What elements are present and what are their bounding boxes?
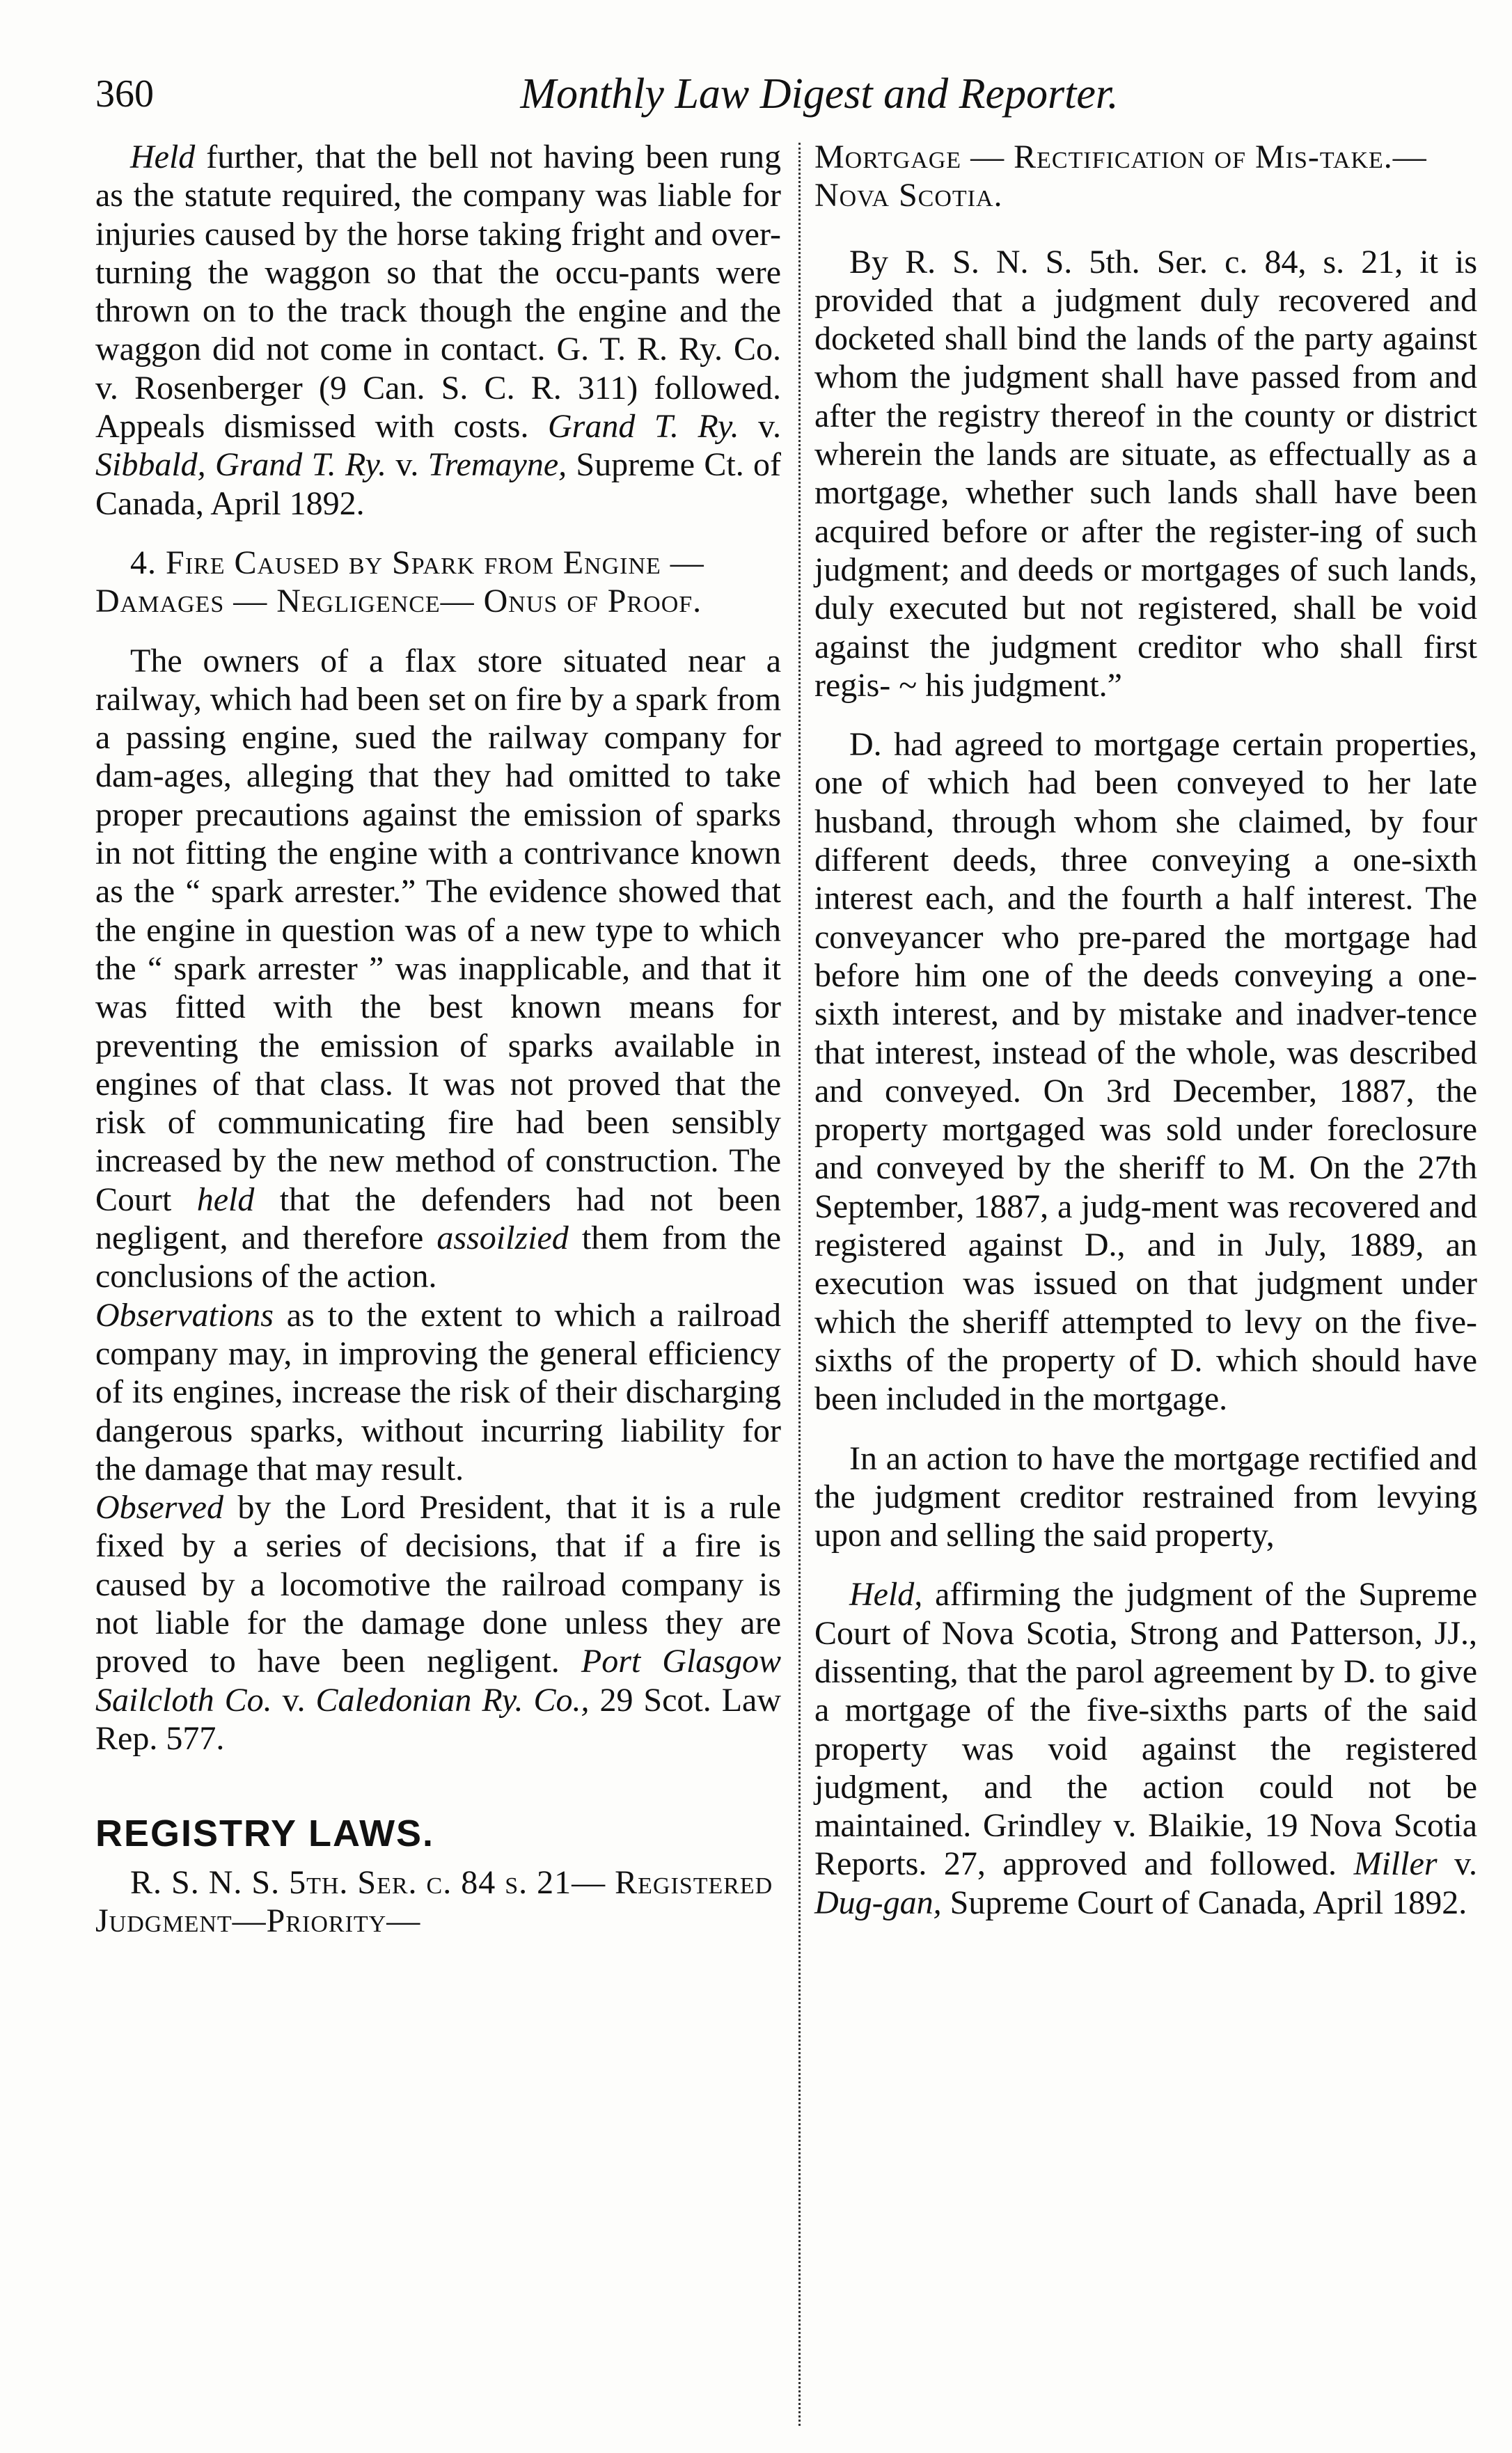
- paragraph-held-further: [95, 138, 781, 523]
- paragraph-action: In an action to have the mortgage rectified and the judgment creditor restrained from levying upon and selling the said property,: [814, 1440, 1477, 1554]
- section-heading-registry-laws: REGISTRY LAWS.: [95, 1813, 435, 1855]
- paragraph-facts: D. had agreed to mortgage certain properties, one of which had been conveyed to her late husband, through whom she claimed, by four different deeds, three conveying a one-sixth interest each, and the fourth a half interest. The conveyancer who pre-pared the mortgage had before him one of the deeds conveying a one-sixth interest, and by mistake and inadver-tence that interest, instead of the whole, was described and conveyed. On 3rd December, 1887, the property mortgaged was sold under foreclosure and conveyed by the sheriff to M. On the 27th September, 1887, a judg-ment was recovered and registered against D., and in July, 1889, an execution was issued on that judgment under which the sheriff attempted to levy on the five-sixths of the property of D. which should have been included in the mortgage.: [814, 726, 1477, 1418]
- paragraph-held: [814, 1575, 1477, 1922]
- page-number: 360: [95, 72, 154, 116]
- case-name: Caledonian Ry. Co.,: [315, 1681, 590, 1719]
- case-name: Port Glasgow Sailcloth Co.: [95, 1643, 782, 1719]
- column-divider: [798, 143, 801, 2426]
- italic-lead: Held,: [849, 1576, 923, 1614]
- heading-fire-caused-by-spark: 4. Fire Caused by Spark from Engine — Damages — Negligence— Onus of Proof.: [95, 544, 704, 620]
- text: Supreme Ct. of Canada, April 1892.: [95, 446, 781, 522]
- running-title: Monthly Law Digest and Reporter.: [520, 70, 1119, 118]
- paragraph-statute: By R. S. N. S. 5th. Ser. c. 84, s. 21, it is provided that a judgment duly recovered and docketed shall bind the lands of the party against whom the judgment shall have passed from and after the registry thereof in the county or district wherein the lands are situate, as effectually as a mortgage, whether such lands shall have been acquired before or after the register-ing of such judgment; and deeds or mortgages of such lands, duly executed but not registered, shall be void against the judgment creditor who shall first regis- ~ his judgment.”: [814, 243, 1477, 704]
- case-name: Dug-gan,: [814, 1884, 942, 1921]
- text: that the defenders had not been negligent, and therefore: [95, 1181, 781, 1257]
- right-column: [814, 138, 1477, 1922]
- text: v.: [739, 408, 781, 445]
- text: v.: [1437, 1845, 1477, 1883]
- text: v.: [386, 446, 428, 484]
- text: by the Lord President, that it is a rule fixed by a series of decisions, that if a fire is caused by a locomotive the railroad company is not liable for the damage done unless they are proved to have been negligent.: [95, 1489, 781, 1680]
- case-name: Miller: [1353, 1845, 1438, 1883]
- text: them from the conclusions of the action.: [95, 1220, 781, 1295]
- heading-registered-judgment: R. S. N. S. 5th. Ser. c. 84 s. 21— Registered Judgment—Priority—: [95, 1864, 773, 1940]
- italic-lead: Observations: [95, 1296, 274, 1334]
- paragraph-observed: [95, 1488, 781, 1758]
- paragraph-flax-store: [95, 642, 781, 1296]
- page-header: [95, 63, 1460, 125]
- text: 29 Scot. Law Rep. 577.: [95, 1681, 781, 1757]
- left-column: [95, 138, 781, 1941]
- text: further, that the bell not having been rung as the statute required, the company was liable for injuries caused by the horse taking fright and over-turning the waggon so that the occu-pants were thrown on to the track though the engine and the waggon did not come in contact. G. T. R. Ry. Co. v. Rosenberger (9 Can. S. C. R. 311) followed. Appeals dismissed with costs.: [95, 139, 781, 445]
- case-name: Grand T. Ry.: [548, 408, 739, 445]
- text: as to the extent to which a railroad company may, in improving the general efficiency of its engines, increase the risk of their discharging dangerous sparks, without incurring liability for the damage that may result.: [95, 1296, 781, 1488]
- italic-word: held: [196, 1181, 255, 1218]
- paragraph-observations: [95, 1296, 781, 1488]
- text: v.: [271, 1681, 316, 1719]
- italic-lead: Held: [130, 139, 196, 175]
- case-name: Tremayne,: [427, 446, 567, 484]
- text: The owners of a flax store situated near a railway, which had been set on fire by a spark from a passing engine, sued the railway company for dam-ages, alleging that they had omitted to take proper precautions against the emission of sparks in not fitting the engine with a contrivance known as the “ spark arrester.” The evidence showed that the engine in question was of a new type to which the “ spark arrester ” was inapplicable, and that it was fitted with the best known means for preventing the emission of sparks available in engines of that class. It was not proved that the risk of communicating fire had been sensibly increased by the new method of construction. The Court: [95, 642, 781, 1218]
- italic-word: assoilzied: [436, 1220, 569, 1257]
- text: Supreme Court of Canada, April 1892.: [941, 1884, 1467, 1921]
- text: affirming the judgment of the Supreme Court of Nova Scotia, Strong and Patterson, JJ., dissenting, that the parol agreement by D. to give a mortgage of the five-sixths parts of the said property was void against the registered judgment, and the action could not be maintained. Grindley v. Blaikie, 19 Nova Scotia Reports. 27, approved and followed.: [814, 1576, 1477, 1883]
- heading-mortgage-rectification: Mortgage — Rectification of Mis-take.—Nova Scotia.: [814, 139, 1427, 214]
- case-name: Sibbald, Grand T. Ry.: [95, 446, 387, 484]
- italic-lead: Observed: [95, 1489, 223, 1527]
